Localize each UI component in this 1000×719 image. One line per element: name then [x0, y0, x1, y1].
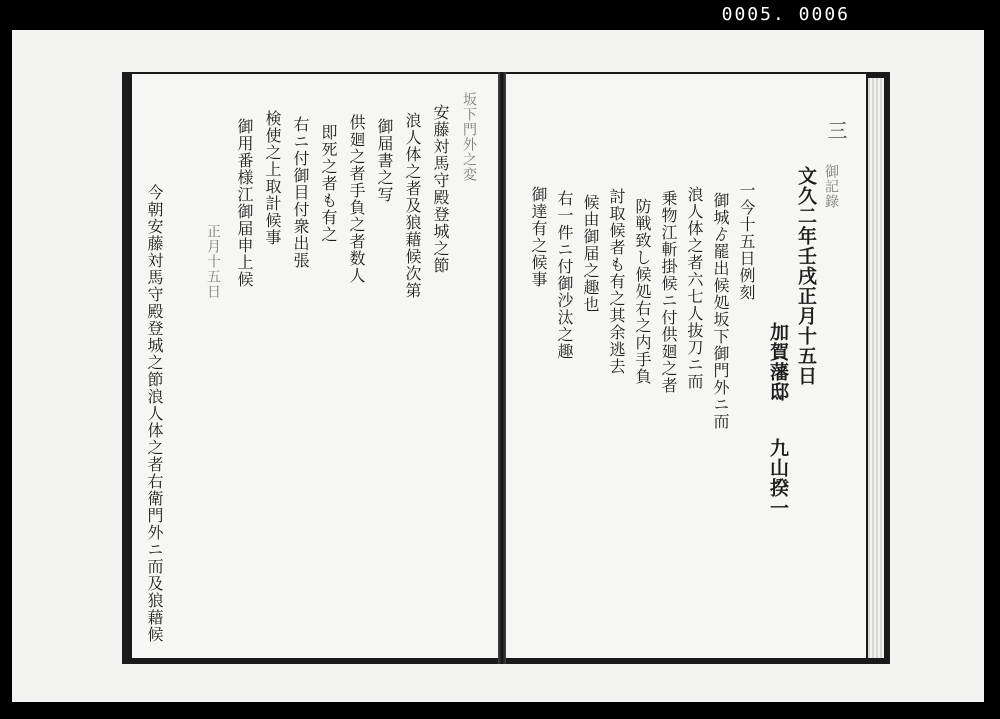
left-page [132, 74, 498, 658]
entry-heading: 文久二年壬戌正月十五日 [795, 166, 817, 386]
book-gutter [498, 72, 506, 664]
frame-number: 0005. 0006 [721, 4, 850, 25]
left-column: 右ニ付御目付衆出張 [291, 116, 310, 269]
left-column: 御用番様江御届申上候 [235, 118, 254, 288]
left-column: 安藤対馬守殿登城之節 [431, 104, 450, 274]
left-column: 供廻之者手負之者数人 [347, 114, 366, 284]
right-column: 候由御届之趣也 [581, 194, 600, 313]
right-column: 御城ゟ罷出候処坂下御門外ニ而 [711, 192, 730, 430]
right-column: 一今十五日例刻 [737, 182, 756, 301]
author-name: 九山揆一 [767, 438, 789, 518]
left-column: 浪人体之者及狼藉候次第 [403, 112, 422, 299]
page-number: 三 [824, 120, 848, 141]
left-date-column: 正月十五日 [205, 224, 221, 299]
left-column: 御届書之写 [375, 118, 394, 203]
right-page [506, 74, 866, 658]
left-column: 即死之者も有之 [319, 124, 338, 243]
right-column: 討取候者も有之其余逃去 [607, 188, 626, 375]
left-column: 検使之上取計候事 [263, 110, 282, 246]
right-column: 御達有之候事 [529, 186, 548, 288]
right-column: 乗物江斬掛候ニ付供廻之者 [659, 190, 678, 394]
left-header-note: 坂下門外之変 [461, 92, 477, 182]
right-column: 防戦致し候処右之内手負 [633, 198, 652, 385]
author-domain: 加賀藩邸 [767, 322, 789, 402]
right-column: 浪人体之者六七人抜刀ニ而 [685, 186, 704, 390]
left-column: 今朝安藤対馬守殿登城之節浪人体之者右衛門外ニ而及狼藉候 [145, 184, 164, 643]
right-column: 右一件ニ付御沙汰之趣 [555, 190, 574, 360]
page-block-edge [868, 78, 884, 658]
right-header-note: 御記錄 [823, 164, 839, 209]
open-book [122, 72, 890, 664]
